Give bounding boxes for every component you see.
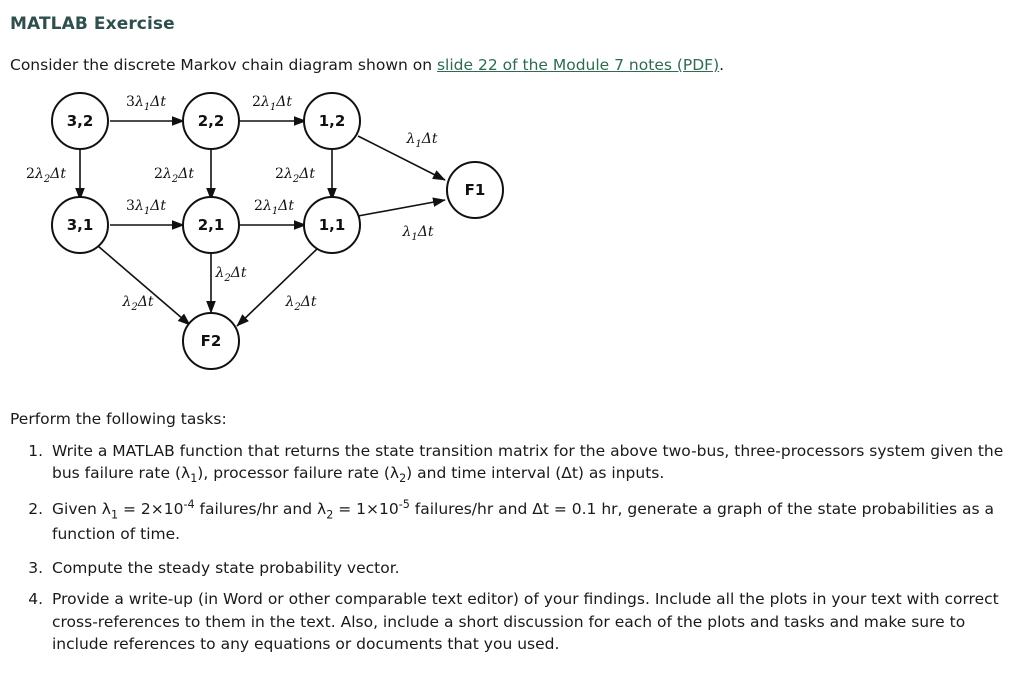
edge-label-32-31: $2\lambda_2\Delta t$ (26, 166, 66, 185)
page-title: MATLAB Exercise (10, 14, 175, 34)
edge-label-32-22: $3\lambda_1\Delta t$ (126, 94, 166, 113)
edge-label-12-11: $2\lambda_2\Delta t$ (275, 166, 315, 185)
state-node-2-2-label: 2,2 (197, 112, 225, 130)
intro-paragraph (10, 56, 1016, 74)
edge-label-11-F1: $\lambda_1\Delta t$ (402, 224, 434, 243)
tasks-list (8, 440, 1016, 656)
edge-label-12-F1: $\lambda_1\Delta t$ (406, 131, 438, 150)
state-node-1-2-label: 1,2 (318, 112, 346, 130)
state-node-3-1-label: 3,1 (66, 216, 94, 234)
task-item-1: 1. Write a MATLAB function that returns the state transition matrix for the above two-bus, three-processors system given the bus failure rate $(\lambda_1)$, processor failure rate $(\lambda_2)$ and time interval (Δt) as inputs. (48, 440, 1016, 488)
task-item-4: 4. Provide a write-up (in Word or other comparable text editor) of your findings. Include all the plots in your text with correct cross-references to them in the text. Also, include a short discussion for each of the plots and tasks and make sure to include references to any equations or documents that you used. (48, 588, 1016, 655)
state-node-3-2-label: 3,2 (66, 112, 94, 130)
state-node-F1-label: F1 (464, 181, 486, 199)
module-notes-link[interactable]: slide 22 of the Module 7 notes (PDF) (436, 56, 720, 74)
tasks-lead: Perform the following tasks: (10, 410, 227, 428)
state-node-F2-label: F2 (200, 332, 222, 350)
edge-label-21-11: $2\lambda_1\Delta t$ (254, 198, 294, 217)
edge-label-22-21: $2\lambda_2\Delta t$ (154, 166, 194, 185)
task-item-2: 2. Given $\lambda_1 = 2\times 10^{-4}$ failures/hr and $\lambda_2 = 1\times 10^{-5}$ failures/hr and Δt = 0.1 hr, generate a graph of the state probabilities as a function of time. (48, 497, 1016, 546)
edge-label-21-F2: $\lambda_2\Delta t$ (215, 265, 247, 284)
edge-label-31-21: $3\lambda_1\Delta t$ (126, 198, 166, 217)
state-node-2-1-label: 2,1 (197, 216, 225, 234)
intro-text-before: Consider the discrete Markov chain diagram shown on (10, 56, 437, 74)
markov-chain-diagram (18, 88, 558, 388)
edge-11-F2 (237, 248, 318, 326)
edge-label-11-F2: $\lambda_2\Delta t$ (285, 294, 317, 313)
edge-11-F1 (358, 200, 445, 216)
edge-label-31-F2: $\lambda_2\Delta t$ (122, 294, 154, 313)
edge-31-F2 (98, 246, 190, 325)
edge-label-22-12: $2\lambda_1\Delta t$ (252, 94, 292, 113)
task-item-3: 3. Compute the steady state probability vector. (48, 557, 1016, 579)
state-node-1-1-label: 1,1 (318, 216, 346, 234)
intro-text-after: . (719, 56, 725, 74)
